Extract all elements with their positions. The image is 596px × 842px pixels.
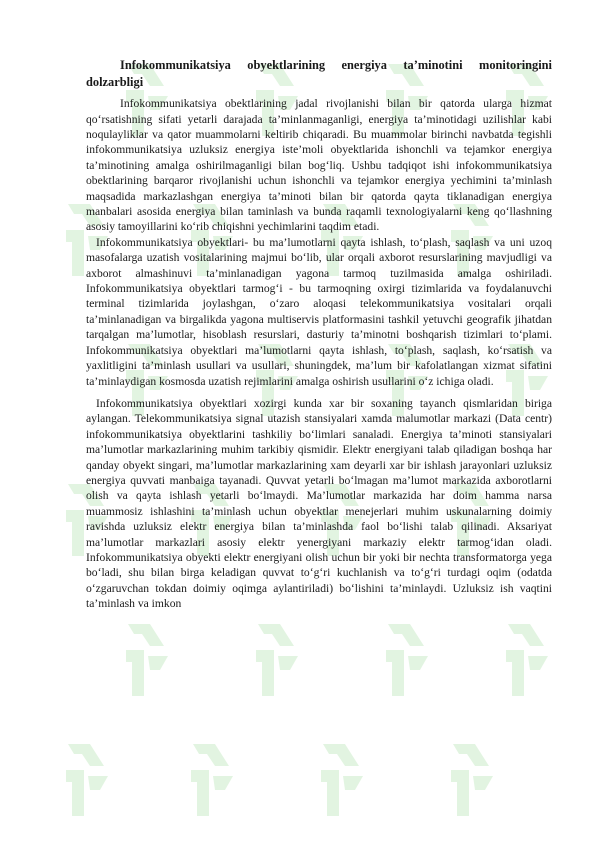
watermark-logo-icon	[500, 620, 552, 700]
watermark-logo-icon	[120, 620, 172, 700]
document-body	[86, 57, 552, 612]
paragraph-1: Infokommunikatsiya obektlarining jadal rivojlanishi bilan bir qatorda ularga hizmat qo‘rsatishning sifati yetarli darajada ta’minlanmaganligi, energiya ta’minotidagi uzilishlar kabi noqulayliklar va qator muammolarni keltirib chiqaradi. Bu muammolar birinchi navbatda tegishli infokommunikatsiya uzluksiz energiya iste’moli obyektlarida ishonchli va tejamkor energiya ta’minotining amalga oshirilmaganligi bilan bog‘liq. Ushbu tadqiqot ishi infokommunikatsiya obektlarining barqaror rivojlanishi uchun ishonchli va tejamkor energiya yechimini ta’minlash maqsadida markazlashgan energiya ta’minoti bilan bir qatorda qayta tiklanadigan energiya manbalari asosida energiya bilan taminlash va bunda raqamli texnologiyalarni keng qo‘llashning asosiy tamoyillarini ko‘rib chiqishni yechimlarini taqdim etadi.	[86, 97, 552, 234]
watermark-logo-icon	[315, 740, 367, 820]
watermark-logo-icon	[250, 620, 302, 700]
paragraph-3: Infokommunikatsiya obyektlari xozirgi kunda xar bir soxaning tayanch qismlaridan biriga aylangan. Telekommunikatsiya signal utazish stansiyalari xamda malumotlar markazi (Data centr) infokommunikatsiya obyektlarini tashkiliy bo‘limlari sanaladi. Energiya ta’minoti stansiyalari ma’lumotlar markazlarining muhim tarkibiy qismidir. Elektr energiyani talab qiladigan boshqa har qanday obyekt singari, ma’lumotlar markazlarining xam deyarli xar bir ishlash jarayonlari uzluksiz energiya quvvati manbaiga tayanadi. Quvvat yetarli bo‘lmagan ma’lumot markazida axborotlarni olish va qayta ishlash yetarli bo‘lmaydi. Ma’lumotlar markazida har doim hamma narsa muammosiz ishlashini ta’minlash uchun obyektlar menejerlari muhim uskunalarning doimiy ravishda uzluksiz elektr energiya bilan ta’minlashda faol bo‘lishi talab qilinadi. Aksariyat ma’lumotlar markazlari asosiy elektr yenergiyani markaziy elektr tarmog‘idan oladi. Infokommunikatsiya obyekti elektr energiyani olish uchun bir yoki bir nechta transformatorga yega bo‘ladi, shu bilan birga keladigan quvvat to‘g‘ri kuchlanish va to‘g‘ri turdagi oqim (odatda o‘zgaruvchan tokdan doimiy oqimga aylantiriladi) bo‘lishini ta’minlaydi. Uzluksiz ish vaqtini ta’minlash va imkon	[86, 396, 552, 611]
watermark-logo-icon	[60, 740, 112, 820]
document-title: Infokommunikatsiya obyektlarining energiya ta’minotini monitoringini dolzarbligi	[86, 58, 552, 89]
watermark-logo-icon	[380, 620, 432, 700]
watermark-logo-icon	[445, 740, 497, 820]
paragraph-2: Infokommunikatsiya obyektlari- bu ma’lumotlarni qayta ishlash, to‘plash, saqlash va uni uzoq masofalarga uzatish vositalarining majmui bo‘lib, ular orqali axborot resurslarining mavjudligi va axborot almashinuvi ta’minlanadigan yagona tarmoq tuzilmasida amalga oshiriladi. Infokommunikatsiya obyektlari tarmog‘i - bu tarmoqning oxirgi tizimlarida va foydalanuvchi terminal tizimlarida joylashgan, o‘zaro aloqasi telekommunikatsiya vositalari orqali ta’minlanadigan va birgalikda yagona multiservis platformasini tashkil yetuvchi geografik jihatdan tarqalgan ma’lumotlar, hisoblash resurslari, dasturiy ta’minotni boshqarish tizimlari to‘plami. Infokommunikatsiya obyektlari ma’lumotlarni qayta ishlash, to‘plash, saqlash, ko‘rsatish va yaxlitligini ta’minlash usullari va usullari, shuningdek, ma’lum bir kafolatlangan xizmat sifatini ta’minlaydigan kosmosda uzatish rejimlarini amalga oshirish usullarini o‘z ichiga oladi.	[86, 235, 552, 388]
watermark-logo-icon	[185, 740, 237, 820]
